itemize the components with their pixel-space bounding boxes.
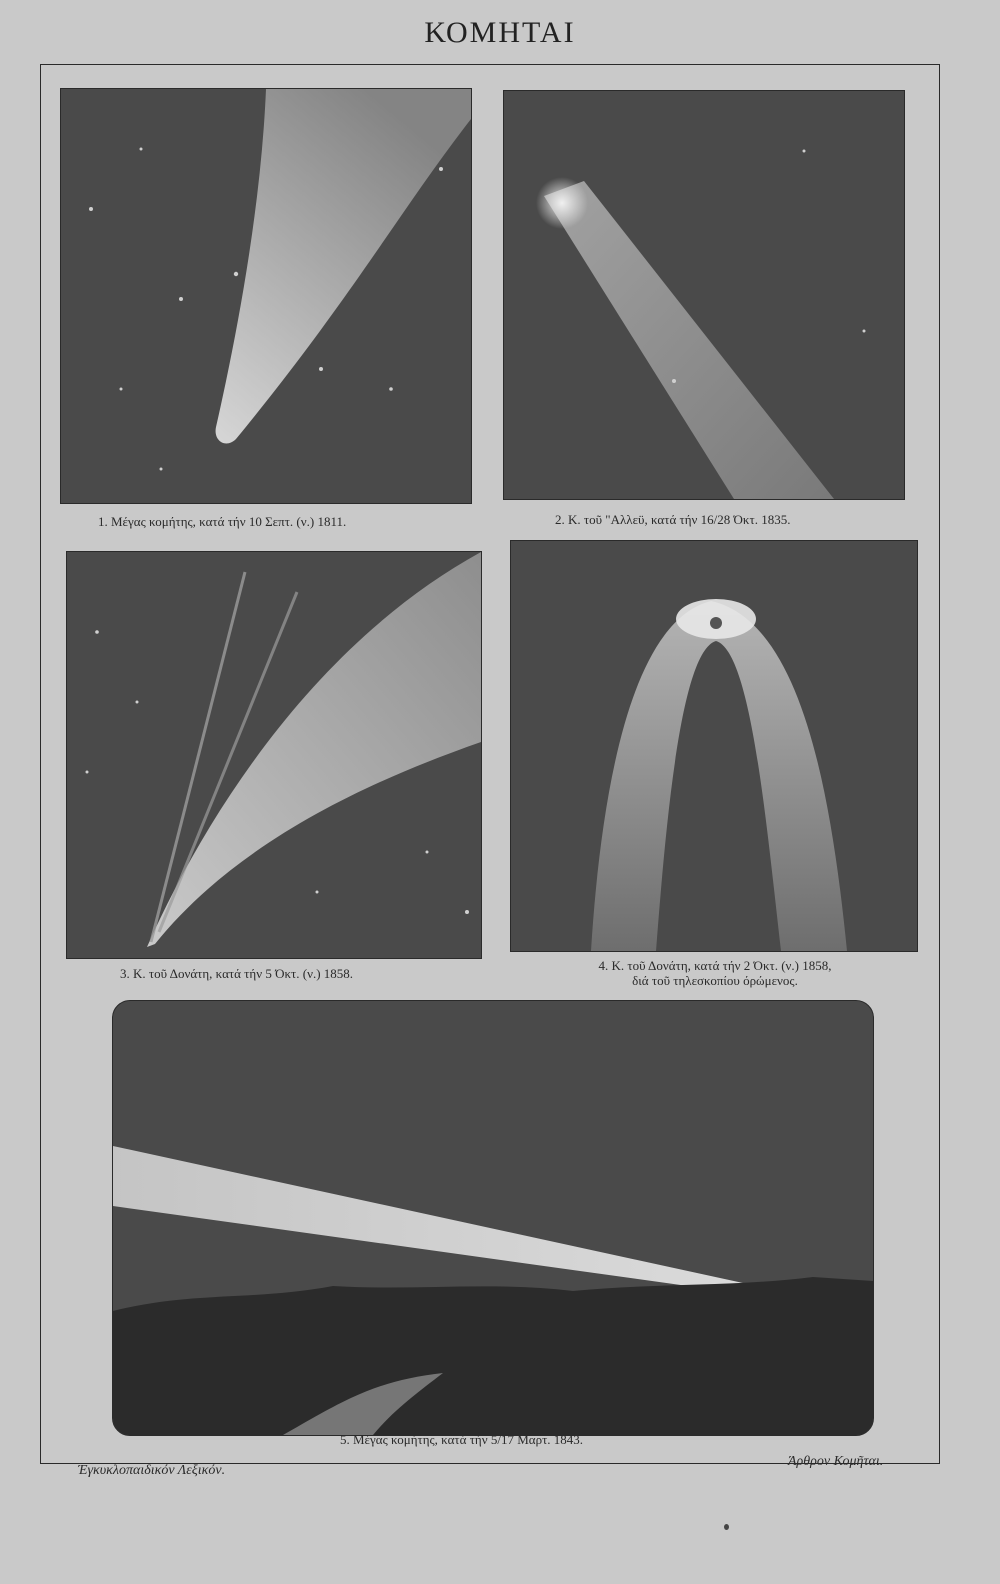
figure-2-engraving xyxy=(503,90,905,500)
figure-5-caption: 5. Μέγας κομήτης, κατά τήν 5/17 Μαρτ. 1843. xyxy=(340,1432,584,1447)
figure-4-caption-line-2: διά τοῦ τηλεσκοπίου όρώμενος. xyxy=(632,973,798,988)
publisher-footer: Έγκυκλοπαιδικόν Λεξικόν. xyxy=(78,1463,226,1478)
figure-2-caption: 2. Κ. τοῦ "Αλλεϋ, κατά τήν 16/28 Όκτ. 1835. xyxy=(555,512,791,527)
ink-speck xyxy=(724,1524,729,1530)
figure-4-engraving xyxy=(510,540,918,952)
figure-3-caption: 3. Κ. τοῦ Δονάτη, κατά τήν 5 Όκτ. (ν.) 1858. xyxy=(120,966,354,981)
figure-5-engraving xyxy=(112,1000,874,1436)
figure-4-caption xyxy=(560,958,870,988)
figure-4-caption-line-1: 4. Κ. τοῦ Δονάτη, κατά τήν 2 Όκτ. (ν.) 1858, xyxy=(598,958,832,973)
article-footer: Άρθρον Κομῆται. xyxy=(788,1454,884,1469)
figure-1-caption: 1. Μέγας κομήτης, κατά τήν 10 Σεπτ. (ν.) 1811. xyxy=(98,514,347,529)
page-title: ΚΟΜΗΤΑΙ xyxy=(424,16,576,49)
figure-1-engraving xyxy=(60,88,472,504)
figure-3-engraving xyxy=(66,551,482,959)
